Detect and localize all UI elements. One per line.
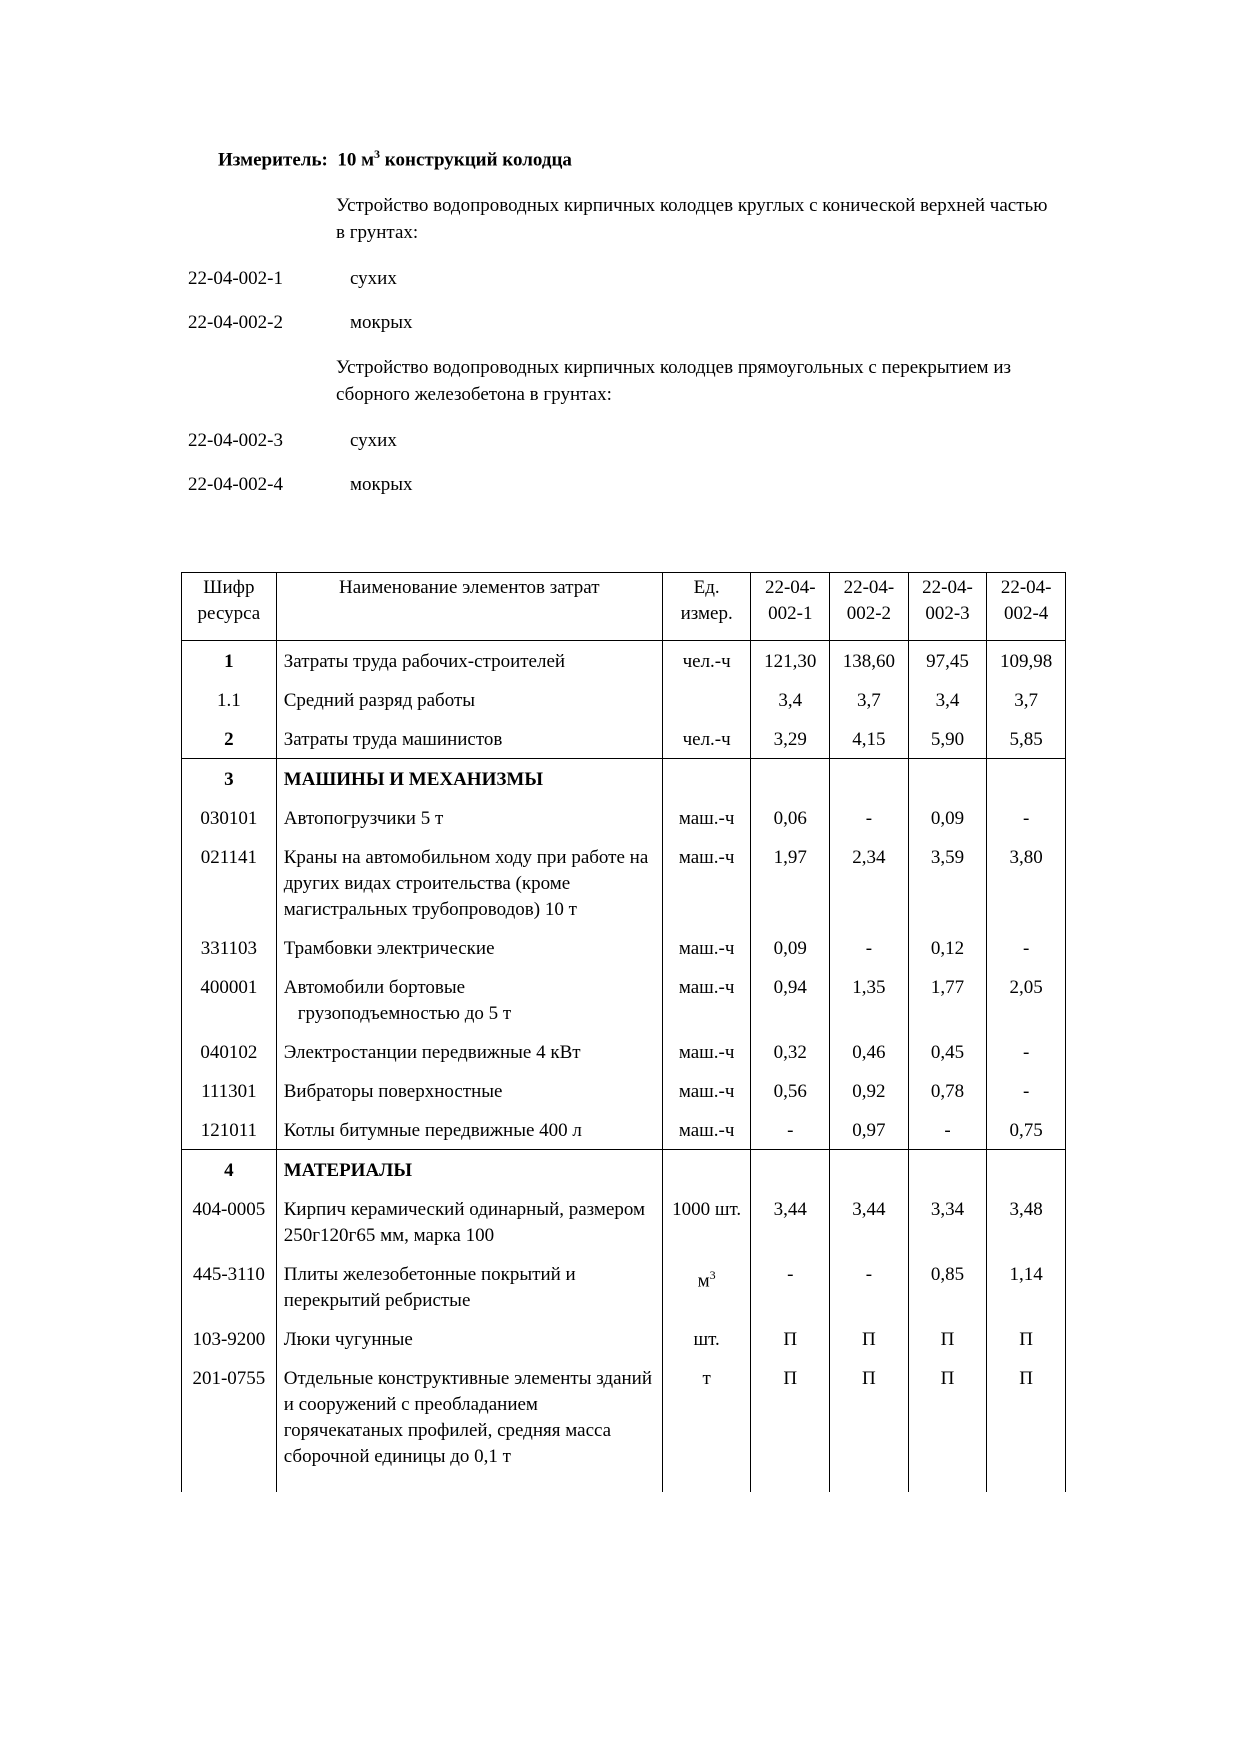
row-code: 331103 xyxy=(182,928,277,967)
row-value: 0,78 xyxy=(908,1071,987,1110)
row-name: Отдельные конструктивные элементы зданий и сооружений с преобладанием горячекатаных профилей, средняя масса сборочной единицы до 0,1 т xyxy=(276,1358,662,1492)
row-value: - xyxy=(751,1110,830,1150)
row-value: П xyxy=(830,1319,909,1358)
row-unit: чел.-ч xyxy=(662,719,751,759)
row-code: 4 xyxy=(182,1150,277,1190)
row-value: 1,14 xyxy=(987,1254,1066,1319)
row-value: - xyxy=(987,798,1066,837)
row-value: 0,94 xyxy=(751,967,830,1032)
row-value: 0,09 xyxy=(908,798,987,837)
row-value: - xyxy=(987,1032,1066,1071)
intro-heading-1: Устройство водопроводных кирпичных колодцев круглых с конической верхней частью в грунтах: xyxy=(336,195,1048,243)
row-value: 5,85 xyxy=(987,719,1066,759)
row-value: П xyxy=(987,1358,1066,1492)
intro-item-text: мокрых xyxy=(350,474,413,495)
table-row xyxy=(182,837,1066,928)
table-row xyxy=(182,967,1066,1032)
row-code: 040102 xyxy=(182,1032,277,1071)
row-code: 1 xyxy=(182,641,277,681)
row-name xyxy=(276,967,662,1032)
row-value: П xyxy=(751,1319,830,1358)
row-value: 2,05 xyxy=(987,967,1066,1032)
table-row xyxy=(182,1319,1066,1358)
table-row xyxy=(182,1358,1066,1492)
row-unit: шт. xyxy=(662,1319,751,1358)
intro-item-code: 22-04-002-1 xyxy=(188,268,283,289)
row-value: 3,4 xyxy=(908,680,987,719)
row-name: Вибраторы поверхностные xyxy=(276,1071,662,1110)
table-row xyxy=(182,680,1066,719)
row-name: Затраты труда рабочих-строителей xyxy=(276,641,662,681)
row-code: 021141 xyxy=(182,837,277,928)
intro-item-text: мокрых xyxy=(350,312,413,333)
row-code: 201-0755 xyxy=(182,1358,277,1492)
row-code: 030101 xyxy=(182,798,277,837)
intro-item xyxy=(188,312,1068,334)
unit-sup: 3 xyxy=(709,1268,716,1282)
row-value: - xyxy=(987,1071,1066,1110)
row-value: 0,92 xyxy=(830,1071,909,1110)
row-value: 3,48 xyxy=(987,1189,1066,1254)
row-name: Котлы битумные передвижные 400 л xyxy=(276,1110,662,1150)
row-name: МАТЕРИАЛЫ xyxy=(276,1150,662,1190)
row-code: 404-0005 xyxy=(182,1189,277,1254)
table-row xyxy=(182,1110,1066,1150)
row-name: Кирпич керамический одинарный, размером 250г120г65 мм, марка 100 xyxy=(276,1189,662,1254)
row-unit: маш.-ч xyxy=(662,798,751,837)
row-code: 111301 xyxy=(182,1071,277,1110)
row-value: - xyxy=(908,1110,987,1150)
measure-value: 10 м xyxy=(337,149,375,171)
row-value: - xyxy=(830,928,909,967)
intro-item xyxy=(188,474,1068,496)
row-value: П xyxy=(908,1319,987,1358)
row-value: 3,4 xyxy=(751,680,830,719)
row-value: 3,7 xyxy=(830,680,909,719)
table-row xyxy=(182,798,1066,837)
table-row-section xyxy=(182,759,1066,799)
row-unit: т xyxy=(662,1358,751,1492)
header-col-1: 22-04-002-1 xyxy=(751,573,830,641)
measure-sup: 3 xyxy=(374,147,381,161)
table-row xyxy=(182,1254,1066,1319)
row-unit xyxy=(662,680,751,719)
header-col-3: 22-04-002-3 xyxy=(908,573,987,641)
row-value: П xyxy=(751,1358,830,1492)
row-value: 0,12 xyxy=(908,928,987,967)
row-name: Затраты труда машинистов xyxy=(276,719,662,759)
table-row xyxy=(182,641,1066,681)
row-name: Плиты железобетонные покрытий и перекрытий ребристые xyxy=(276,1254,662,1319)
table-row xyxy=(182,1189,1066,1254)
row-unit xyxy=(662,1254,751,1319)
intro-item-code: 22-04-002-4 xyxy=(188,474,283,495)
row-value: - xyxy=(830,798,909,837)
table-row xyxy=(182,719,1066,759)
row-value: 0,97 xyxy=(830,1110,909,1150)
row-value: 109,98 xyxy=(987,641,1066,681)
row-code: 3 xyxy=(182,759,277,799)
row-unit: чел.-ч xyxy=(662,641,751,681)
row-value: 1,77 xyxy=(908,967,987,1032)
row-value: - xyxy=(987,928,1066,967)
row-value: 0,32 xyxy=(751,1032,830,1071)
row-unit: маш.-ч xyxy=(662,1110,751,1150)
header-code: Шифр ресурса xyxy=(182,573,277,641)
table-header-row xyxy=(182,573,1066,641)
row-name: Электростанции передвижные 4 кВт xyxy=(276,1032,662,1071)
row-value: П xyxy=(830,1358,909,1492)
row-value: 0,85 xyxy=(908,1254,987,1319)
row-value: 1,35 xyxy=(830,967,909,1032)
row-value: - xyxy=(751,1254,830,1319)
row-unit: маш.-ч xyxy=(662,837,751,928)
row-value xyxy=(751,1150,830,1190)
intro-item xyxy=(188,268,1068,290)
measure-suffix: конструкций колодца xyxy=(380,149,572,171)
unit-base: м xyxy=(697,1270,710,1292)
measure-line xyxy=(218,147,572,171)
intro-item-text: сухих xyxy=(350,268,397,289)
header-name: Наименование элементов затрат xyxy=(276,573,662,641)
row-name: Автопогрузчики 5 т xyxy=(276,798,662,837)
row-value xyxy=(908,759,987,799)
row-value: 1,97 xyxy=(751,837,830,928)
row-value: 0,46 xyxy=(830,1032,909,1071)
measure-label: Измеритель: xyxy=(218,149,328,171)
row-value: 3,44 xyxy=(751,1189,830,1254)
row-name: Трамбовки электрические xyxy=(276,928,662,967)
intro-item-code: 22-04-002-3 xyxy=(188,430,283,451)
row-unit: маш.-ч xyxy=(662,967,751,1032)
row-name: Средний разряд работы xyxy=(276,680,662,719)
row-value: 0,09 xyxy=(751,928,830,967)
table-row xyxy=(182,1032,1066,1071)
row-name: МАШИНЫ И МЕХАНИЗМЫ xyxy=(276,759,662,799)
row-unit: маш.-ч xyxy=(662,928,751,967)
row-unit xyxy=(662,1150,751,1190)
row-value: 138,60 xyxy=(830,641,909,681)
row-code: 400001 xyxy=(182,967,277,1032)
row-value xyxy=(751,759,830,799)
row-value: 3,59 xyxy=(908,837,987,928)
row-value: 0,75 xyxy=(987,1110,1066,1150)
header-col-2: 22-04-002-2 xyxy=(830,573,909,641)
row-unit xyxy=(662,759,751,799)
intro-item-code: 22-04-002-2 xyxy=(188,312,283,333)
row-code: 445-3110 xyxy=(182,1254,277,1319)
row-name-line2: грузоподъемностью до 5 т xyxy=(297,1003,512,1024)
row-value: 3,80 xyxy=(987,837,1066,928)
row-value: 3,44 xyxy=(830,1189,909,1254)
row-value: 0,06 xyxy=(751,798,830,837)
table-row xyxy=(182,928,1066,967)
row-code: 1.1 xyxy=(182,680,277,719)
row-value: 3,7 xyxy=(987,680,1066,719)
row-unit: маш.-ч xyxy=(662,1032,751,1071)
row-name: Краны на автомобильном ходу при работе на других видах строительства (кроме магистральных трубопроводов) 10 т xyxy=(276,837,662,928)
row-code: 103-9200 xyxy=(182,1319,277,1358)
row-value: П xyxy=(908,1358,987,1492)
row-value xyxy=(830,1150,909,1190)
resource-table xyxy=(181,572,1066,1492)
row-value xyxy=(908,1150,987,1190)
intro-item-text: сухих xyxy=(350,430,397,451)
header-col-4: 22-04-002-4 xyxy=(987,573,1066,641)
row-value xyxy=(987,759,1066,799)
row-value: 5,90 xyxy=(908,719,987,759)
row-value: - xyxy=(830,1254,909,1319)
row-value: 0,45 xyxy=(908,1032,987,1071)
table-row xyxy=(182,1071,1066,1110)
row-code: 121011 xyxy=(182,1110,277,1150)
row-value: 3,29 xyxy=(751,719,830,759)
row-value: 121,30 xyxy=(751,641,830,681)
row-unit: маш.-ч xyxy=(662,1071,751,1110)
row-unit: 1000 шт. xyxy=(662,1189,751,1254)
header-unit: Ед. измер. xyxy=(662,573,751,641)
intro-heading-2: Устройство водопроводных кирпичных колодцев прямоугольных с перекрытием из сборного железобетона в грунтах: xyxy=(336,357,1011,405)
intro-item xyxy=(188,430,1068,452)
row-value: 0,56 xyxy=(751,1071,830,1110)
row-value: 2,34 xyxy=(830,837,909,928)
row-code: 2 xyxy=(182,719,277,759)
row-value: П xyxy=(987,1319,1066,1358)
table-row-section xyxy=(182,1150,1066,1190)
row-value: 97,45 xyxy=(908,641,987,681)
row-value: 3,34 xyxy=(908,1189,987,1254)
row-value xyxy=(987,1150,1066,1190)
row-name: Люки чугунные xyxy=(276,1319,662,1358)
row-value: 4,15 xyxy=(830,719,909,759)
row-name-line1: Автомобили бортовые xyxy=(283,977,466,998)
row-value xyxy=(830,759,909,799)
